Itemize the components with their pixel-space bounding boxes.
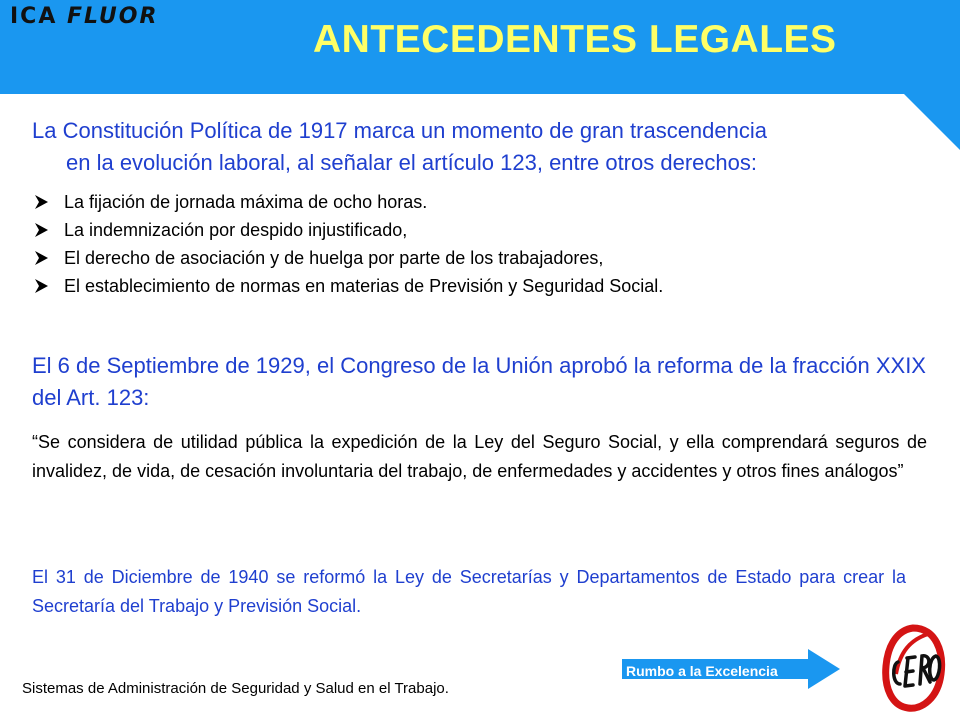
- footer-text: Sistemas de Administración de Seguridad y Salud en el Trabajo.: [22, 680, 449, 697]
- list-item: [32, 188, 932, 216]
- list-item: [32, 244, 932, 272]
- reform-paragraph: El 6 de Septiembre de 1929, el Congreso de la Unión aprobó la reforma de la fracción XXIX del Art. 123:: [32, 353, 926, 410]
- list-item: [32, 272, 932, 300]
- header-bar: [0, 0, 960, 94]
- arrow-bullet-icon: [32, 244, 52, 272]
- intro-line-2: en la evolución laboral, al señalar el artículo 123, entre otros derechos:: [66, 150, 757, 175]
- intro-line-1: La Constitución Política de 1917 marca un momento de gran trascendencia: [32, 118, 767, 143]
- list-item-text: La fijación de jornada máxima de ocho horas.: [64, 192, 428, 212]
- arrow-bullet-icon: [32, 216, 52, 244]
- secretaria-paragraph: El 31 de Diciembre de 1940 se reformó la Ley de Secretarías y Departamentos de Estado para crear la Secretaría del Trabajo y Previsión Social.: [32, 567, 906, 616]
- reform-quote: “Se considera de utilidad pública la expedición de la Ley del Seguro Social, y ella comprendará seguros de invalidez, de vida, de cesación involuntaria del trabajo, de enfermedades y accidentes y otros fines análogos”: [32, 432, 927, 481]
- list-item: [32, 216, 932, 244]
- list-item-text: El establecimiento de normas en materias de Previsión y Seguridad Social.: [64, 276, 664, 296]
- constitution-paragraph: [32, 115, 927, 179]
- company-logo: [10, 4, 158, 29]
- logo-part-fluor: FLUOR: [67, 4, 159, 29]
- excellence-badge-label: Rumbo a la Excelencia: [626, 663, 778, 679]
- list-item-text: El derecho de asociación y de huelga por parte de los trabajadores,: [64, 248, 604, 268]
- rights-list: [32, 188, 932, 300]
- logo-part-ica: ICA: [10, 4, 58, 29]
- cero-logo: [878, 622, 948, 714]
- arrow-bullet-icon: [32, 188, 52, 216]
- slide-title: ANTECEDENTES LEGALES: [313, 18, 837, 61]
- list-item-text: La indemnización por despido injustificado,: [64, 220, 408, 240]
- arrow-bullet-icon: [32, 272, 52, 300]
